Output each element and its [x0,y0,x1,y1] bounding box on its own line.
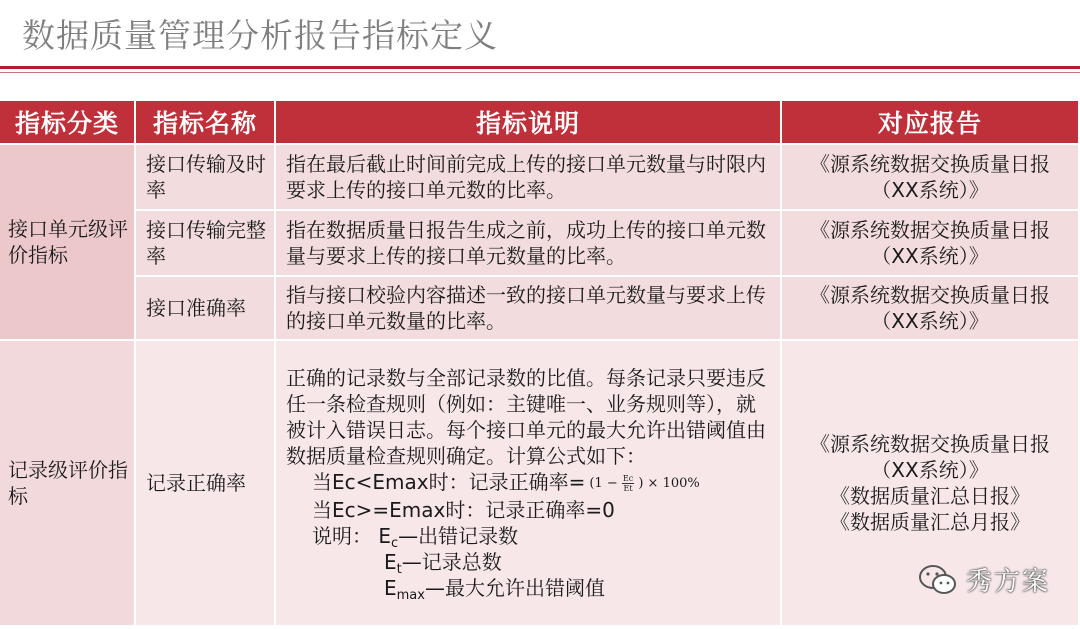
title-divider-thin [0,72,1080,73]
report-line: （XX系统）》 [871,458,989,482]
indicator-name: 接口传输及时率 [136,145,276,211]
header-name: 指标名称 [136,101,276,145]
indicator-description-cell [276,341,782,627]
note-symbol: E [378,523,391,548]
note-text: —最大允许出错阈值 [424,575,605,600]
category-cell: 记录级评价指标 [0,341,136,627]
report-cell [782,211,1080,277]
report-line: 《数据质量汇总日报》 [830,484,1030,508]
table-row [0,277,1080,341]
formula-fraction [622,474,634,493]
formula-expression [589,471,699,497]
title-bar [0,0,1080,66]
category-cell: 接口单元级评价指标 [0,145,136,341]
header-report: 对应报告 [782,101,1080,145]
table-header-row [0,101,1080,145]
formula-close: ) × 100% [638,475,700,491]
report-line: 《源系统数据交换质量日报 [810,218,1050,242]
note-text: —记录总数 [401,549,502,574]
watermark-text: 秀方案 [966,567,1051,597]
note-line [286,575,774,601]
note-symbol: E [384,549,397,574]
note-text: —出错记录数 [398,523,519,548]
table-row [0,211,1080,277]
report-line: （XX系统）》 [871,309,989,333]
indicator-description: 正确的记录数与全部记录数的比值。每条记录只要违反任一条检查规则（例如：主键唯一、业务规则等），就被计入错误日志。每个接口单元的最大允许出错阈值由数据质量检查规则确定。计算公式如下： [286,366,766,469]
indicator-description: 指与接口校验内容描述一致的接口单元数量与要求上传的接口单元数量的比率。 [276,277,782,341]
indicator-name: 接口传输完整率 [136,211,276,277]
title-divider [0,66,1080,69]
note-subscript: t [396,561,402,577]
table-row [0,145,1080,211]
report-line: （XX系统）》 [871,244,989,268]
formula-denominator: Et [623,483,633,493]
note-line [286,549,774,575]
report-line: （XX系统）》 [871,178,989,202]
watermark [918,561,1050,598]
header-description: 指标说明 [276,101,782,145]
formula-condition: 当Ec<Emax时：记录正确率= [312,470,586,495]
indicator-description: 指在最后截止时间前完成上传的接口单元数量与时限内要求上传的接口单元数的比率。 [276,145,782,211]
note-label: 说明： [312,523,372,548]
note-line [286,523,774,549]
page-title: 数据质量管理分析报告指标定义 [22,16,498,55]
indicator-name: 记录正确率 [136,341,276,627]
report-cell [782,277,1080,341]
report-cell [782,145,1080,211]
formula-open: (1 − [589,475,618,491]
note-subscript: max [396,587,425,603]
formula-line: 当Ec>=Emax时：记录正确率=0 [312,497,615,522]
formula-numerator: Ec [622,473,634,483]
report-line: 《源系统数据交换质量日报 [810,283,1050,307]
indicator-description: 指在数据质量日报告生成之前，成功上传的接口单元数量与要求上传的接口单元数量的比率。 [276,211,782,277]
indicator-name: 接口准确率 [136,277,276,341]
indicator-table [0,101,1080,627]
report-line: 《源系统数据交换质量日报 [810,432,1050,456]
header-category: 指标分类 [0,101,136,145]
note-subscript: c [391,535,399,551]
note-symbol: E [384,575,397,600]
report-line: 《数据质量汇总月报》 [830,510,1030,534]
wechat-icon [918,564,958,596]
report-line: 《源系统数据交换质量日报 [810,152,1050,176]
formula-line [286,469,774,497]
